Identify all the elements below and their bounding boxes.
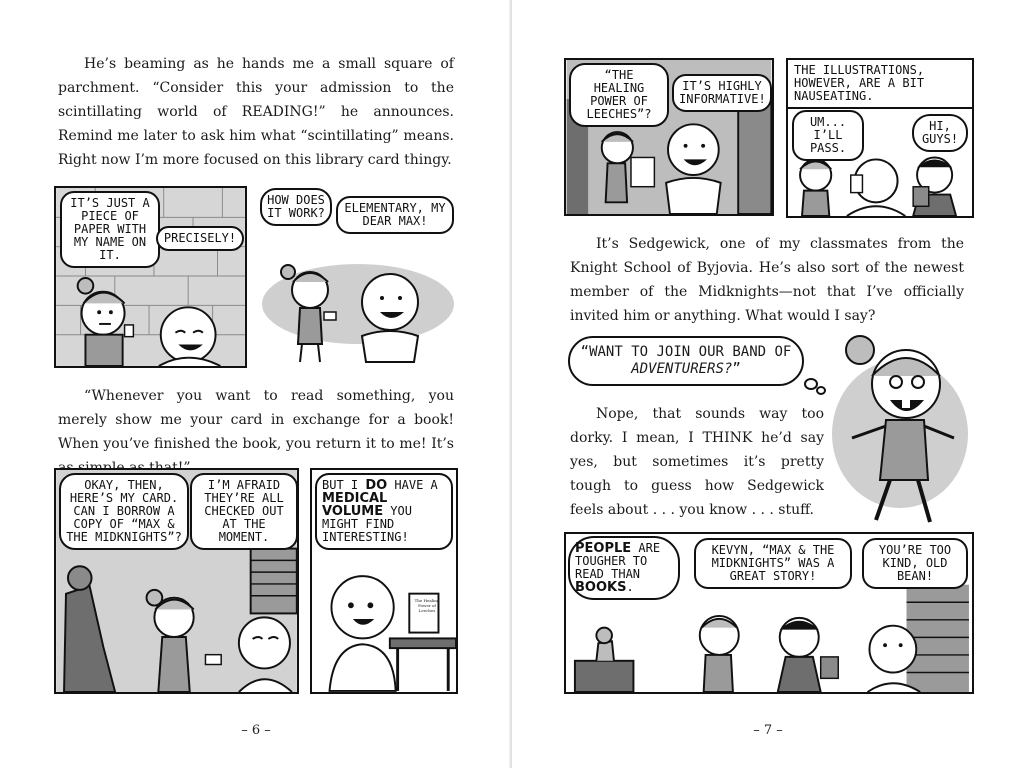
speech-bubble-highly-informative: IT’S HIGHLY INFORMATIVE! xyxy=(672,74,772,112)
brick-column xyxy=(907,585,969,692)
thought-text-join: “WANT TO JOIN OUR BAND OF xyxy=(580,344,792,360)
speech-bubble-great-story: KEVYN, “MAX & THE MIDKNIGHTS” WAS A GREAT STORY! xyxy=(694,538,852,589)
speech-bubble-borrow: OKAY, THEN, HERE’S MY CARD. CAN I BORROW A COPY OF “MAX & THE MIDKNIGHTS”? xyxy=(59,473,189,550)
page-number-7: – 7 – xyxy=(753,723,783,738)
thought-text-quote: ” xyxy=(732,361,741,377)
bubble-text-medical-volume: MEDICAL VOLUME xyxy=(322,491,388,519)
paragraph-3: It’s Sedgewick, one of my classmates from the Knight School of Byjovia. He’s also sort of the newest member of the Midknights—not that I’ve officially invited him or anything. What would I say? xyxy=(570,236,964,324)
comic-panel-borrow-copy xyxy=(54,468,299,694)
illustration-max-jumping xyxy=(830,330,970,530)
speech-bubble-precisely: PRECISELY! xyxy=(156,226,244,251)
thought-text-books: BOOKS xyxy=(575,580,627,595)
thought-text-period: . xyxy=(626,580,634,594)
bubble-text-interesting: YOU MIGHT FIND INTERESTING! xyxy=(322,504,412,544)
thought-text-people: PEOPLE xyxy=(575,541,632,556)
bubble-text-do: DO xyxy=(365,478,388,493)
speech-bubble-healing-power: “THE HEALING POWER OF LEECHES”? xyxy=(569,63,669,127)
thought-dot-2 xyxy=(816,386,826,395)
speech-bubble-too-kind: YOU’RE TOO KIND, OLD BEAN! xyxy=(862,538,968,589)
speech-bubble-elementary: ELEMENTARY, MY DEAR MAX! xyxy=(336,196,454,234)
comic-panel-medical-volume xyxy=(310,468,458,694)
paragraph-1: He’s beaming as he hands me a small square of parchment. “Consider this your admission to the scintillating world of READING!” he announces. Remind me later to ask him what “scintillating” means. Right now I’m more focused on this library card thingy. xyxy=(58,56,454,168)
bubble-text-have-a: HAVE A xyxy=(387,478,438,492)
comic-panel-how-does-it-work xyxy=(258,186,458,368)
thought-bubble-people-tougher xyxy=(568,536,680,600)
bubble-text-but-i: BUT I xyxy=(322,478,366,492)
right-page xyxy=(512,0,1024,768)
thought-text-adventurers: ADVENTURERS? xyxy=(631,361,733,377)
thought-cloud-adventurers xyxy=(568,336,804,386)
caption-illustrations: THE ILLUSTRATIONS, HOWEVER, ARE A BIT NAUSEATING. xyxy=(788,60,972,109)
comic-panel-library-card xyxy=(54,186,247,368)
comic-panel-illustrations xyxy=(786,58,974,218)
book-cover-title: The Healing Power of Leeches xyxy=(414,598,440,613)
page-number-6: – 6 – xyxy=(241,723,271,738)
thought-text-tougher: ARE TOUGHER TO READ THAN xyxy=(575,541,661,581)
paragraph-2: “Whenever you want to read something, you merely show me your card in exchange for a book! When you’ve finished the book, you return it to me! It’s xyxy=(58,388,454,452)
speech-bubble-medical-volume xyxy=(315,473,453,550)
comic-panel-people-tougher xyxy=(564,532,974,694)
speech-bubble-max-paper: IT’S JUST A PIECE OF PAPER WITH MY NAME ON IT. xyxy=(60,191,160,268)
speech-bubble-hi-guys: HI, GUYS! xyxy=(912,114,968,152)
comic-panel-healing-power xyxy=(564,58,774,216)
speech-bubble-ill-pass: UM... I’LL PASS. xyxy=(792,110,864,161)
paragraph-4: Nope, that sounds way too dorky. I mean, I THINK he’d say yes, but sometimes it’s pretty tough to guess how Sedgewick feels about . . . you know . . . stuff. xyxy=(570,406,824,518)
speech-bubble-how-does: HOW DOES IT WORK? xyxy=(260,188,332,226)
speech-bubble-checked-out: I’M AFRAID THEY’RE ALL CHECKED OUT AT THE MOMENT. xyxy=(190,473,298,550)
